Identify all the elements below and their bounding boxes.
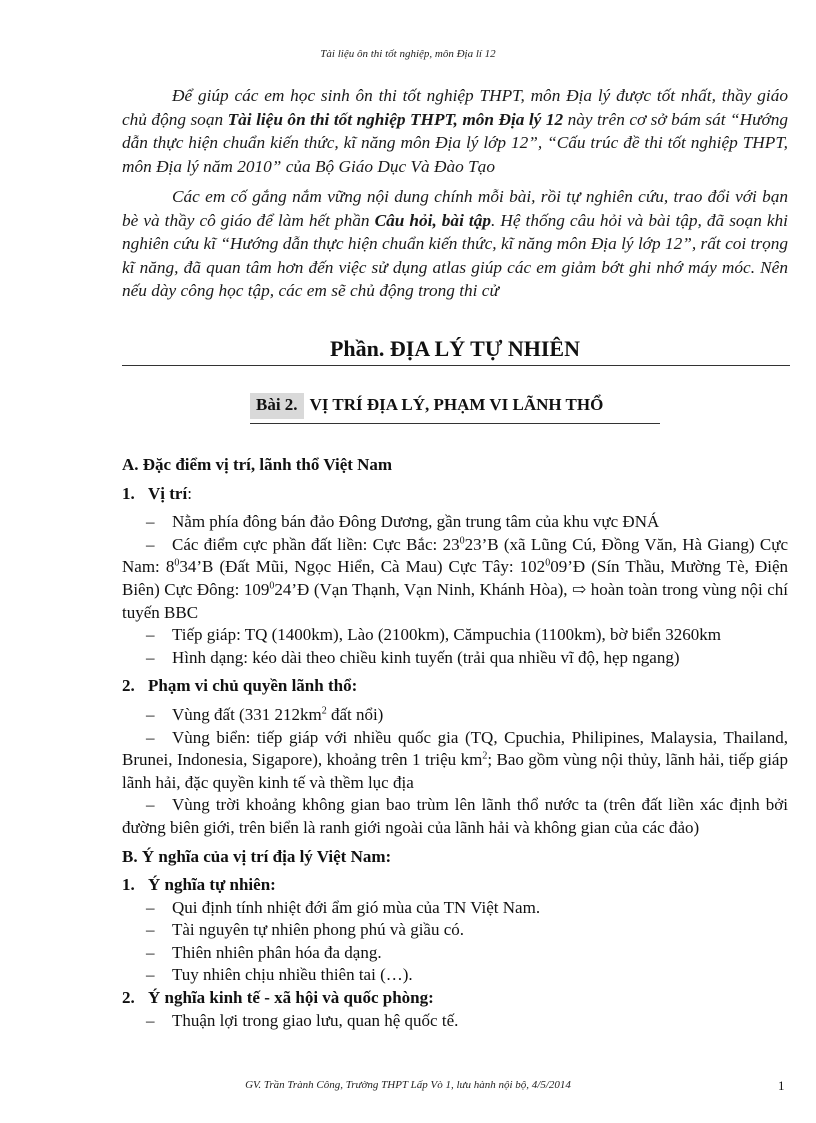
section-a-title: A. Đặc điểm vị trí, lãnh thổ Việt Nam (122, 455, 393, 474)
subsection-a1-title (122, 483, 788, 506)
list-item (122, 727, 788, 795)
subsection-number: 2. (122, 676, 135, 696)
list-item (122, 647, 788, 670)
subsection-colon: : (187, 483, 192, 503)
intro-paragraph-2 (122, 185, 788, 303)
item-text: đất nổi) (326, 704, 384, 724)
subsection-b1-title (122, 874, 788, 897)
lesson-title: VỊ TRÍ ĐỊA LÝ, PHẠM VI LÃNH THỔ (309, 395, 604, 414)
subsection-a2-title (122, 675, 788, 698)
item-text: Vùng biển: tiếp giáp với nhiều quốc gia (TQ, Cpuchia, Philipines, Malaysia, Thailand, Brunei, Indonesia, Sigapore), khoảng trên 1 triệu km (122, 727, 788, 770)
dash-icon: – (146, 647, 155, 667)
subsection-title: Ý nghĩa kinh tế - xã hội và quốc phòng: (148, 988, 434, 1008)
intro-bold-text: Câu hỏi, bài tập (374, 210, 491, 230)
dash-icon: – (146, 965, 155, 985)
item-text: Qui định tính nhiệt đới ẩm gió mùa của TN Việt Nam. (172, 897, 541, 917)
item-text: 34’B (Đất Mũi, Ngọc Hiển, Cà Mau) Cực Tây: 102 (179, 557, 546, 577)
intro-text: này trên cơ sở bám sát “Hướng dẫn thực hiện chuẩn kiến thức, kĩ năng môn Địa lý lớp 12”, “Cấu trúc đề thi tốt nghiệp THPT, môn Địa lý năm 2010” của Bộ Giáo Dục Và Đào Tạo (122, 109, 789, 176)
lesson-number: Bài 2. (250, 393, 304, 419)
list-item (146, 1010, 788, 1033)
dash-icon: – (146, 920, 155, 940)
dash-icon: – (146, 704, 155, 724)
item-text: Tuy nhiên chịu nhiều thiên tai (…). (172, 965, 413, 985)
intro-bold-text: Tài liệu ôn thi tốt nghiệp THPT, môn Địa lý 12 (227, 109, 564, 129)
list-item (146, 897, 788, 920)
item-text: Nằm phía đông bán đảo Đông Dương, gần trung tâm của khu vực ĐNÁ (172, 512, 660, 532)
dash-icon: – (146, 795, 155, 815)
dash-icon: – (146, 534, 155, 554)
dash-icon: – (146, 727, 155, 747)
dash-icon: – (146, 1010, 155, 1030)
list-item (122, 794, 788, 839)
item-text: Thiên nhiên phân hóa đa dạng. (172, 942, 382, 962)
part-title: Phần. ĐỊA LÝ TỰ NHIÊN (329, 336, 580, 361)
dash-icon: – (146, 625, 155, 645)
item-text: Tài nguyên tự nhiên phong phú và giầu có. (172, 920, 465, 940)
dash-icon: – (146, 512, 155, 532)
item-text: Hình dạng: kéo dài theo chiều kinh tuyến (trải qua nhiều vĩ độ, hẹp ngang) (172, 647, 680, 667)
subsection-title: Vị trí (148, 483, 188, 503)
subsection-title: Ý nghĩa tự nhiên: (148, 875, 276, 895)
degree-sup: 0 (174, 557, 180, 569)
subsection-b2-title (122, 987, 788, 1010)
list-item (122, 704, 788, 727)
list-item (146, 942, 788, 965)
part-divider (122, 365, 790, 366)
intro-text: Các em cố gắng nắm vững nội dung chính mỗi bài, rồi tự nghiên cứu, trao đổi với bạn bè và thầy cô giáo để làm hết phần (122, 187, 788, 230)
list-item (122, 534, 788, 624)
degree-sup: 0 (269, 580, 275, 592)
list-item (122, 511, 788, 534)
page-footer: GV. Trần Trành Công, Trường THPT Lấp Vò 1, lưu hành nội bộ, 4/5/2014 (245, 1079, 571, 1091)
degree-sup: 0 (459, 535, 465, 547)
subsection-number: 1. (122, 875, 135, 895)
item-text: 09’Đ (Sín Thầu, Mường Tè, Điện Biên) Cực Đông: 109 (122, 557, 788, 599)
lesson-heading (250, 393, 660, 424)
list-item (146, 964, 788, 987)
item-text: Vùng đất (331 212km (172, 704, 322, 724)
page-header: Tài liệu ôn thi tốt nghiệp, môn Địa lí 12 (320, 48, 496, 60)
dash-icon: – (146, 942, 155, 962)
intro-paragraph-1 (122, 84, 788, 178)
square-sup: 2 (482, 750, 488, 762)
item-text: 23’B (xã Lũng Cú, Đồng Văn, Hà Giang) Cực Nam: 8 (122, 534, 788, 577)
lesson-content (122, 454, 788, 1032)
subsection-title: Phạm vi chủ quyền lãnh thổ: (148, 676, 358, 696)
page-number: 1 (778, 1078, 785, 1093)
item-text: Các điểm cực phần đất liền: Cực Bắc: 23 (172, 534, 460, 554)
list-item (146, 919, 788, 942)
list-item (122, 624, 788, 647)
degree-sup: 0 (545, 557, 551, 569)
section-b-title: B. Ý nghĩa của vị trí địa lý Việt Nam: (122, 846, 392, 866)
square-sup: 2 (321, 705, 327, 717)
subsection-number: 2. (122, 988, 135, 1008)
item-text: Thuận lợi trong giao lưu, quan hệ quốc tế. (172, 1010, 459, 1030)
item-text: ; Bao gồm vùng nội thủy, lãnh hải, tiếp giáp lãnh hải, đặc quyền kinh tế và thềm lục địa (122, 750, 788, 792)
dash-icon: – (146, 897, 155, 917)
intro-text: Để giúp các em học sinh ôn thi tốt nghiệp THPT, môn Địa lý được tốt nhất, thầy giáo chủ động soạn (122, 86, 788, 129)
item-text: Tiếp giáp: TQ (1400km), Lào (2100km), Cămpuchia (1100km), bờ biển 3260km (172, 625, 721, 645)
intro-text: . Hệ thống câu hỏi và bài tập, đã soạn khi nghiên cứu kĩ “Hướng dẫn thực hiện chuẩn kiến thức, kĩ năng môn Địa lý lớp 12”, rất coi trọng kĩ năng, đã quan tâm hơn đến việc sử dụng atlas giúp các em giảm bớt ghi nhớ máy móc. Nên nếu dày công học tập, các em sẽ chủ động trong thi cử (122, 210, 788, 300)
item-text: 24’Đ (Vạn Thạnh, Vạn Ninh, Khánh Hòa), ⇨ hoàn toàn trong vùng nội chí tuyến BBC (122, 579, 788, 622)
item-text: Vùng trời khoảng không gian bao trùm lên lãnh thổ nước ta (trên đất liền xác định bởi đường biên giới, trên biển là ranh giới ngoài của lãnh hải và không gian của các đảo) (122, 795, 788, 837)
subsection-number: 1. (122, 483, 135, 503)
